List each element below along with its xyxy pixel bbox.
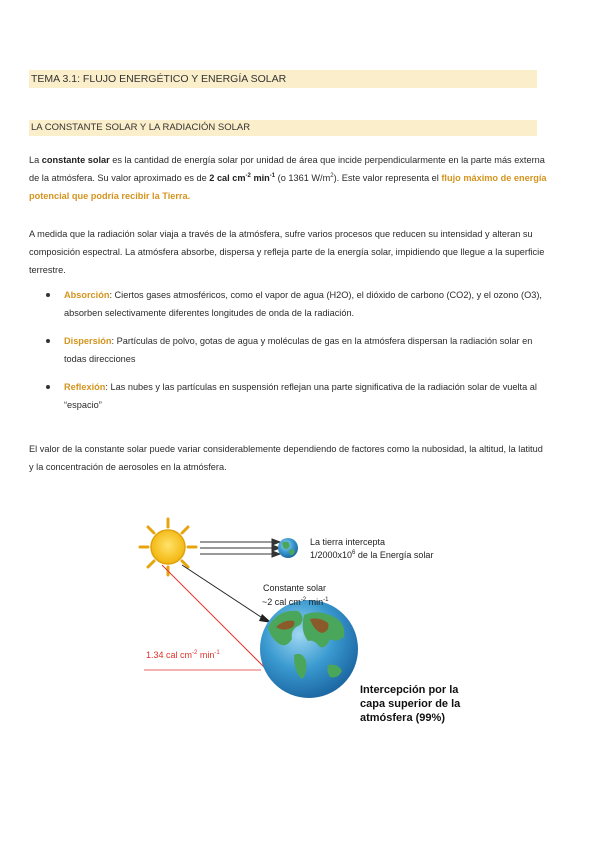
caption-line3: atmósfera (99%) <box>360 712 445 724</box>
intro-paragraph: La constante solar es la cantidad de energía solar por unidad de área que incide perpendicularmente en la parte más externa de la atmósfera. Su valor aproximado es de 2 cal $cm^{-2}$ $\min^{-1} (o$ 1361 $W/m^2$). Este valor representa el flujo máximo de energía potencial que podría recibir la Tierra. <box>29 155 547 201</box>
constant-label-line2: ~2 cal $cm^{-2}$ $\min^{-1}$ <box>262 597 329 607</box>
constant-value: 2 cal $cm^{-2}$ $\min^{-1}$ <box>209 172 276 183</box>
list-item-reflexion: Reflexión: Las nubes y las partículas en suspensión reflejan una parte significativa de la radiación solar de vuelta al “espacio” <box>44 378 544 414</box>
caption-line1: Intercepción por la <box>360 684 459 696</box>
solar-interception-diagram <box>138 515 478 730</box>
intercept-line1: La tierra intercepta <box>310 537 386 547</box>
radiation-arrows <box>200 539 280 557</box>
section-subheading: LA CONSTANTE SOLAR Y LA RADIACIÓN SOLAR <box>29 120 537 136</box>
earth-icon <box>260 600 358 698</box>
constant-arrow <box>182 565 272 623</box>
constant-label-line1: Constante solar <box>263 583 327 593</box>
list-item-dispersion: Dispersión: Partículas de polvo, gotas de agua y moléculas de gas en la atmósfera dispersan la radiación solar en todas direcciones <box>44 332 544 368</box>
sun-icon <box>140 519 196 575</box>
intercept-line2: $1/2000x10^6$ de la Energía solar <box>310 550 434 560</box>
bullet-icon <box>46 339 50 343</box>
red-value-label: 1.34 cal $cm^{-2}$ $\min^{-1}$ <box>146 650 220 660</box>
list-item-absorcion: Absorción: Ciertos gases atmosféricos, como el vapor de agua (H2O), el dióxido de carbono (CO2), y el ozono (O3), absorben selectivamente diferentes longitudes de onda de la radiación. <box>44 286 544 322</box>
bullet-icon <box>46 293 50 297</box>
radiation-paragraph: A medida que la radiación solar viaja a través de la atmósfera, sufre varios procesos que reducen su intensidad y alteran su composición espectral. La atmósfera absorbe, dispersa y refleja parte de la energía solar, impidiendo que llegue a la superficie terrestre. <box>29 229 545 275</box>
bullet-icon <box>46 385 50 389</box>
process-list <box>44 286 544 414</box>
section-heading: TEMA 3.1: FLUJO ENERGÉTICO Y ENERGÍA SOLAR <box>29 70 537 88</box>
term-constante-solar: constante solar <box>41 155 110 165</box>
small-earth-icon <box>278 538 298 558</box>
variation-paragraph: El valor de la constante solar puede variar considerablemente dependiendo de factores como la nubosidad, la altitud, la latitud y la concentración de aerosoles en la atmósfera. <box>29 444 543 472</box>
red-ray <box>162 565 278 681</box>
caption-line2: capa superior de la <box>360 698 461 710</box>
highlight-flujo-maximo: flujo máximo de energía potencial que podría recibir la Tierra. <box>29 173 547 201</box>
